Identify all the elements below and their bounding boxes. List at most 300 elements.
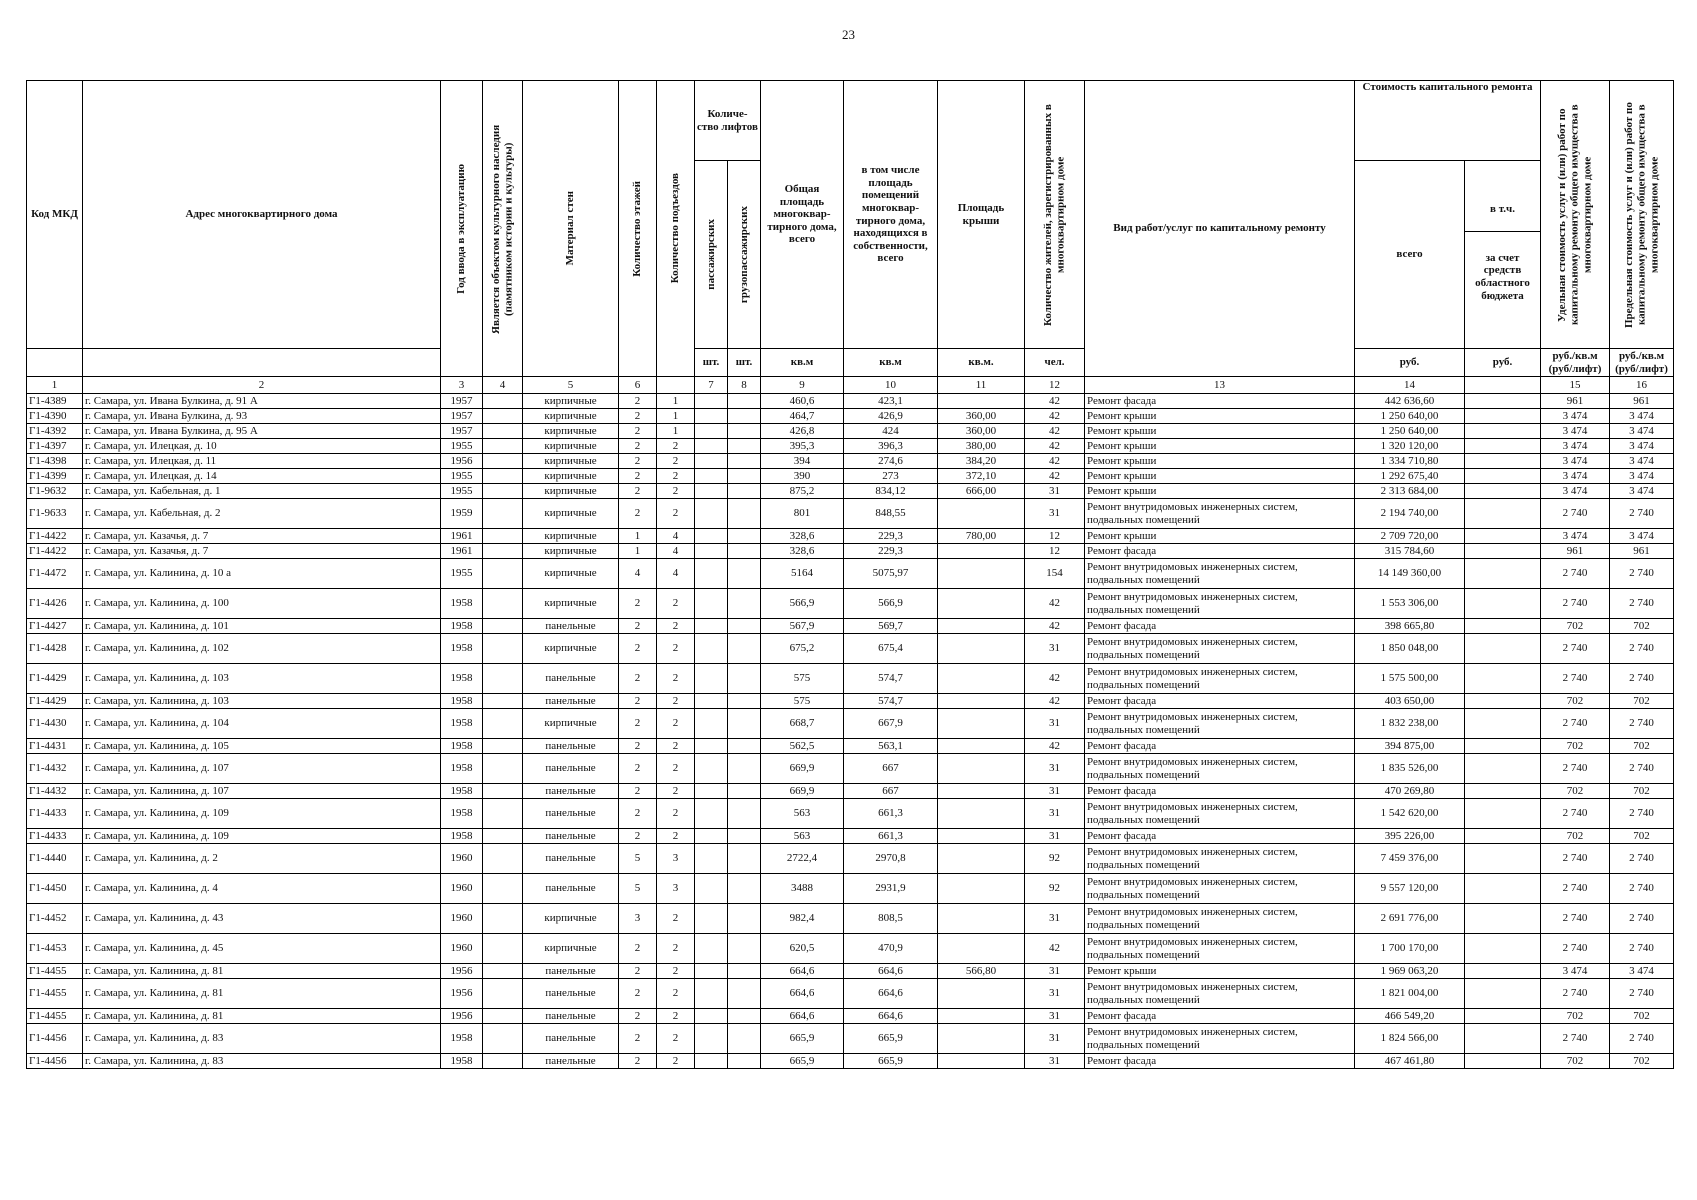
cell-residents: 31 <box>1025 979 1085 1009</box>
cell-roof-area <box>938 979 1025 1009</box>
cell-entrances: 2 <box>657 469 695 484</box>
cell-roof-area <box>938 829 1025 844</box>
cell-residents: 42 <box>1025 424 1085 439</box>
cell-lifts-pass <box>695 394 728 409</box>
cell-limit-cost: 702 <box>1610 829 1674 844</box>
cell-area-total: 668,7 <box>761 709 844 739</box>
cell-unit-cost: 3 474 <box>1541 439 1610 454</box>
cell-lifts-cargo <box>728 394 761 409</box>
cell-area-total: 394 <box>761 454 844 469</box>
cell-area-owned: 848,55 <box>844 499 938 529</box>
cell-wall: панельные <box>523 664 619 694</box>
cell-roof-area <box>938 634 1025 664</box>
cell-lifts-pass <box>695 634 728 664</box>
cell-area-total: 464,7 <box>761 409 844 424</box>
cell-lifts-pass <box>695 454 728 469</box>
cell-wall: панельные <box>523 799 619 829</box>
cell-limit-cost: 961 <box>1610 544 1674 559</box>
cell-cost-total: 470 269,80 <box>1355 784 1465 799</box>
header-address: Адрес многоквартирного дома <box>83 81 441 349</box>
cell-work-type: Ремонт фасада <box>1085 544 1355 559</box>
cell-cost-regional <box>1465 499 1541 529</box>
cell-roof-area: 372,10 <box>938 469 1025 484</box>
cell-floors: 4 <box>619 559 657 589</box>
cell-code: Г1-4429 <box>27 664 83 694</box>
cell-entrances: 2 <box>657 439 695 454</box>
cell-roof-area <box>938 739 1025 754</box>
cell-unit-cost: 2 740 <box>1541 844 1610 874</box>
cell-cultural <box>483 664 523 694</box>
cell-lifts-pass <box>695 559 728 589</box>
cell-area-owned: 5075,97 <box>844 559 938 589</box>
cell-lifts-pass <box>695 589 728 619</box>
cell-cost-regional <box>1465 874 1541 904</box>
cell-lifts-cargo <box>728 979 761 1009</box>
table-row <box>27 544 1674 559</box>
cell-lifts-cargo <box>728 439 761 454</box>
header-cost-incl-block <box>1465 161 1541 349</box>
cell-code: Г1-9633 <box>27 499 83 529</box>
column-number: 3 <box>441 377 483 394</box>
cell-lifts-cargo <box>728 799 761 829</box>
cell-limit-cost: 3 474 <box>1610 439 1674 454</box>
cell-wall: кирпичные <box>523 469 619 484</box>
cell-residents: 42 <box>1025 664 1085 694</box>
cell-work-type: Ремонт фасада <box>1085 784 1355 799</box>
cell-lifts-cargo <box>728 544 761 559</box>
cell-code: Г1-4429 <box>27 694 83 709</box>
cell-area-total: 620,5 <box>761 934 844 964</box>
cell-year: 1955 <box>441 469 483 484</box>
cell-cultural <box>483 964 523 979</box>
cell-limit-cost: 3 474 <box>1610 964 1674 979</box>
cell-cost-total: 1 575 500,00 <box>1355 664 1465 694</box>
cell-lifts-cargo <box>728 619 761 634</box>
cell-year: 1960 <box>441 904 483 934</box>
cell-lifts-cargo <box>728 634 761 664</box>
cell-entrances: 4 <box>657 559 695 589</box>
cell-lifts-pass <box>695 784 728 799</box>
cell-unit-cost: 3 474 <box>1541 484 1610 499</box>
cell-roof-area <box>938 664 1025 694</box>
cell-limit-cost: 702 <box>1610 739 1674 754</box>
cell-lifts-pass <box>695 409 728 424</box>
cell-address: г. Самара, ул. Ивана Булкина, д. 93 <box>83 409 441 424</box>
cell-year: 1957 <box>441 394 483 409</box>
cell-area-owned: 563,1 <box>844 739 938 754</box>
cell-address: г. Самара, ул. Калинина, д. 103 <box>83 664 441 694</box>
cell-area-total: 563 <box>761 829 844 844</box>
cell-wall: панельные <box>523 1009 619 1024</box>
cell-area-total: 562,5 <box>761 739 844 754</box>
cell-cost-regional <box>1465 754 1541 784</box>
cell-cost-regional <box>1465 529 1541 544</box>
column-number: 4 <box>483 377 523 394</box>
cell-entrances: 1 <box>657 424 695 439</box>
cell-cost-regional <box>1465 394 1541 409</box>
cell-code: Г1-4426 <box>27 589 83 619</box>
cell-entrances: 1 <box>657 409 695 424</box>
cell-cost-regional <box>1465 979 1541 1009</box>
cell-address: г. Самара, ул. Калинина, д. 102 <box>83 634 441 664</box>
cell-roof-area <box>938 694 1025 709</box>
cell-residents: 31 <box>1025 709 1085 739</box>
cell-residents: 31 <box>1025 1054 1085 1069</box>
cell-work-type: Ремонт крыши <box>1085 529 1355 544</box>
cell-address: г. Самара, ул. Калинина, д. 45 <box>83 934 441 964</box>
cell-cultural <box>483 934 523 964</box>
cell-year: 1961 <box>441 529 483 544</box>
cell-year: 1960 <box>441 874 483 904</box>
cell-cost-total: 1 969 063,20 <box>1355 964 1465 979</box>
cell-residents: 31 <box>1025 499 1085 529</box>
cell-code: Г1-4431 <box>27 739 83 754</box>
cell-cost-total: 442 636,60 <box>1355 394 1465 409</box>
cell-address: г. Самара, ул. Калинина, д. 83 <box>83 1024 441 1054</box>
cell-work-type: Ремонт фасада <box>1085 394 1355 409</box>
cell-floors: 2 <box>619 694 657 709</box>
cell-limit-cost: 3 474 <box>1610 454 1674 469</box>
cell-unit-cost: 2 740 <box>1541 934 1610 964</box>
cell-cultural <box>483 904 523 934</box>
cell-floors: 2 <box>619 739 657 754</box>
cell-year: 1958 <box>441 634 483 664</box>
cell-address: г. Самара, ул. Кабельная, д. 1 <box>83 484 441 499</box>
header-year <box>441 81 483 377</box>
table-row <box>27 934 1674 964</box>
cell-area-owned: 2970,8 <box>844 844 938 874</box>
cell-floors: 2 <box>619 1024 657 1054</box>
cell-year: 1955 <box>441 559 483 589</box>
header-cost: Стоимость капитального ремонта <box>1355 81 1541 161</box>
cell-area-owned: 664,6 <box>844 964 938 979</box>
cell-floors: 2 <box>619 799 657 829</box>
column-number: 10 <box>844 377 938 394</box>
header-work-type: Вид работ/услуг по капитальному ремонту <box>1085 81 1355 377</box>
cell-floors: 2 <box>619 934 657 964</box>
cell-entrances: 2 <box>657 784 695 799</box>
header-area-owned: в том числе площадь помещений многоквар-тирного дома, находящихся в собственности, всего <box>844 81 938 349</box>
cell-code: Г1-4433 <box>27 829 83 844</box>
cell-year: 1958 <box>441 589 483 619</box>
cell-residents: 31 <box>1025 964 1085 979</box>
cell-area-total: 665,9 <box>761 1054 844 1069</box>
cell-floors: 5 <box>619 844 657 874</box>
cell-work-type: Ремонт фасада <box>1085 1054 1355 1069</box>
table-row <box>27 1009 1674 1024</box>
cell-wall: кирпичные <box>523 424 619 439</box>
cell-address: г. Самара, ул. Калинина, д. 10 а <box>83 559 441 589</box>
cell-cost-total: 1 824 566,00 <box>1355 1024 1465 1054</box>
cell-code: Г1-4452 <box>27 904 83 934</box>
cell-lifts-cargo <box>728 904 761 934</box>
cell-unit-cost: 702 <box>1541 1054 1610 1069</box>
cell-wall: кирпичные <box>523 904 619 934</box>
cell-area-total: 460,6 <box>761 394 844 409</box>
cell-entrances: 2 <box>657 484 695 499</box>
cell-cost-regional <box>1465 844 1541 874</box>
cell-address: г. Самара, ул. Калинина, д. 101 <box>83 619 441 634</box>
cell-cost-total: 1 250 640,00 <box>1355 409 1465 424</box>
cell-limit-cost: 2 740 <box>1610 664 1674 694</box>
unit-roof-area: кв.м. <box>938 349 1025 377</box>
cell-cost-total: 1 292 675,40 <box>1355 469 1465 484</box>
cell-area-total: 664,6 <box>761 979 844 1009</box>
cell-address: г. Самара, ул. Илецкая, д. 10 <box>83 439 441 454</box>
cell-residents: 31 <box>1025 904 1085 934</box>
cell-limit-cost: 702 <box>1610 1054 1674 1069</box>
cell-cost-total: 14 149 360,00 <box>1355 559 1465 589</box>
cell-limit-cost: 2 740 <box>1610 709 1674 739</box>
cell-lifts-cargo <box>728 739 761 754</box>
cell-roof-area <box>938 784 1025 799</box>
cell-roof-area: 666,00 <box>938 484 1025 499</box>
cell-cost-total: 1 850 048,00 <box>1355 634 1465 664</box>
cell-area-owned: 808,5 <box>844 904 938 934</box>
cell-code: Г1-4392 <box>27 424 83 439</box>
cell-area-owned: 664,6 <box>844 1009 938 1024</box>
cell-floors: 2 <box>619 784 657 799</box>
cell-unit-cost: 3 474 <box>1541 469 1610 484</box>
cell-cost-total: 398 665,80 <box>1355 619 1465 634</box>
header-lifts-cargo <box>728 161 761 349</box>
cell-entrances: 2 <box>657 739 695 754</box>
cell-year: 1956 <box>441 1009 483 1024</box>
unit-cell-address <box>83 349 441 377</box>
cell-area-owned: 661,3 <box>844 799 938 829</box>
cell-cost-regional <box>1465 469 1541 484</box>
cell-roof-area <box>938 709 1025 739</box>
cell-area-total: 395,3 <box>761 439 844 454</box>
cell-year: 1958 <box>441 754 483 784</box>
cell-cost-regional <box>1465 439 1541 454</box>
cell-unit-cost: 2 740 <box>1541 1024 1610 1054</box>
cell-cultural <box>483 469 523 484</box>
cell-entrances: 3 <box>657 844 695 874</box>
cell-code: Г1-4422 <box>27 529 83 544</box>
table-row <box>27 844 1674 874</box>
column-number: 1 <box>27 377 83 394</box>
cell-code: Г1-4390 <box>27 409 83 424</box>
cell-entrances: 2 <box>657 1054 695 1069</box>
cell-year: 1960 <box>441 844 483 874</box>
header-limit-cost-text: Предельная стоимость услуг и (или) работ по капитальному ремонту общего имущества в многоквартирном доме <box>1622 101 1660 328</box>
cell-floors: 2 <box>619 709 657 739</box>
cell-address: г. Самара, ул. Калинина, д. 105 <box>83 739 441 754</box>
cell-work-type: Ремонт внутридомовых инженерных систем, подвальных помещений <box>1085 874 1355 904</box>
cell-lifts-cargo <box>728 664 761 694</box>
table-row <box>27 979 1674 1009</box>
cell-floors: 2 <box>619 979 657 1009</box>
cell-wall: панельные <box>523 619 619 634</box>
cell-residents: 92 <box>1025 844 1085 874</box>
column-number: 2 <box>83 377 441 394</box>
header-wall <box>523 81 619 377</box>
cell-cultural <box>483 1054 523 1069</box>
cell-cost-regional <box>1465 424 1541 439</box>
cell-cultural <box>483 979 523 1009</box>
cell-lifts-pass <box>695 799 728 829</box>
cell-unit-cost: 702 <box>1541 784 1610 799</box>
cell-address: г. Самара, ул. Калинина, д. 109 <box>83 829 441 844</box>
cell-area-owned: 574,7 <box>844 694 938 709</box>
cell-code: Г1-4432 <box>27 754 83 784</box>
cell-work-type: Ремонт внутридомовых инженерных систем, подвальных помещений <box>1085 904 1355 934</box>
cell-floors: 2 <box>619 664 657 694</box>
cell-lifts-pass <box>695 619 728 634</box>
cell-residents: 31 <box>1025 634 1085 664</box>
unit-residents: чел. <box>1025 349 1085 377</box>
cell-cost-total: 467 461,80 <box>1355 1054 1465 1069</box>
cell-residents: 12 <box>1025 544 1085 559</box>
cell-lifts-pass <box>695 664 728 694</box>
cell-roof-area <box>938 1024 1025 1054</box>
cell-address: г. Самара, ул. Калинина, д. 43 <box>83 904 441 934</box>
cell-entrances: 2 <box>657 664 695 694</box>
table-row <box>27 754 1674 784</box>
cell-wall: кирпичные <box>523 454 619 469</box>
cell-address: г. Самара, ул. Калинина, д. 81 <box>83 964 441 979</box>
cell-cultural <box>483 799 523 829</box>
cell-code: Г1-4453 <box>27 934 83 964</box>
table-row <box>27 529 1674 544</box>
cell-wall: кирпичные <box>523 499 619 529</box>
column-number: 5 <box>523 377 619 394</box>
cell-area-total: 5164 <box>761 559 844 589</box>
header-limit-cost <box>1610 81 1674 349</box>
table-row <box>27 904 1674 934</box>
cell-lifts-cargo <box>728 829 761 844</box>
unit-lifts-pass: шт. <box>695 349 728 377</box>
table-row <box>27 484 1674 499</box>
cell-lifts-pass <box>695 874 728 904</box>
cell-roof-area <box>938 1009 1025 1024</box>
table-row <box>27 469 1674 484</box>
cell-wall: панельные <box>523 694 619 709</box>
cell-lifts-cargo <box>728 694 761 709</box>
header-entrances <box>657 81 695 377</box>
cell-cost-total: 1 334 710,80 <box>1355 454 1465 469</box>
cell-area-owned: 470,9 <box>844 934 938 964</box>
cell-roof-area: 384,20 <box>938 454 1025 469</box>
cell-lifts-pass <box>695 829 728 844</box>
cell-year: 1958 <box>441 1054 483 1069</box>
cell-limit-cost: 702 <box>1610 1009 1674 1024</box>
cell-area-owned: 569,7 <box>844 619 938 634</box>
cell-work-type: Ремонт внутридомовых инженерных систем, подвальных помещений <box>1085 499 1355 529</box>
cell-cost-total: 395 226,00 <box>1355 829 1465 844</box>
cell-work-type: Ремонт фасада <box>1085 619 1355 634</box>
cell-unit-cost: 3 474 <box>1541 424 1610 439</box>
cell-lifts-cargo <box>728 1024 761 1054</box>
unit-lifts-cargo: шт. <box>728 349 761 377</box>
cell-address: г. Самара, ул. Калинина, д. 104 <box>83 709 441 739</box>
cell-entrances: 2 <box>657 964 695 979</box>
cell-limit-cost: 2 740 <box>1610 589 1674 619</box>
table-row <box>27 634 1674 664</box>
cell-unit-cost: 2 740 <box>1541 559 1610 589</box>
cell-unit-cost: 2 740 <box>1541 754 1610 784</box>
cell-cost-regional <box>1465 739 1541 754</box>
table-row <box>27 709 1674 739</box>
table-row <box>27 424 1674 439</box>
cell-area-owned: 229,3 <box>844 529 938 544</box>
table-row <box>27 739 1674 754</box>
cell-cost-total: 2 194 740,00 <box>1355 499 1465 529</box>
cell-wall: кирпичные <box>523 544 619 559</box>
cell-code: Г1-4422 <box>27 544 83 559</box>
cell-year: 1955 <box>441 484 483 499</box>
cell-unit-cost: 2 740 <box>1541 904 1610 934</box>
cell-floors: 2 <box>619 829 657 844</box>
cell-floors: 2 <box>619 439 657 454</box>
cell-year: 1958 <box>441 1024 483 1054</box>
cell-wall: кирпичные <box>523 394 619 409</box>
cell-limit-cost: 2 740 <box>1610 799 1674 829</box>
cell-work-type: Ремонт крыши <box>1085 409 1355 424</box>
cell-lifts-pass <box>695 964 728 979</box>
cell-area-total: 875,2 <box>761 484 844 499</box>
cell-entrances: 2 <box>657 799 695 829</box>
column-number: 11 <box>938 377 1025 394</box>
cell-cost-regional <box>1465 619 1541 634</box>
cell-work-type: Ремонт крыши <box>1085 424 1355 439</box>
cell-cost-total: 1 320 120,00 <box>1355 439 1465 454</box>
header-unit-cost <box>1541 81 1610 349</box>
cell-cost-regional <box>1465 1009 1541 1024</box>
cell-roof-area <box>938 499 1025 529</box>
cell-cost-regional <box>1465 934 1541 964</box>
cell-roof-area <box>938 844 1025 874</box>
cell-code: Г1-4450 <box>27 874 83 904</box>
cell-lifts-cargo <box>728 559 761 589</box>
cell-cost-total: 1 700 170,00 <box>1355 934 1465 964</box>
cell-area-total: 665,9 <box>761 1024 844 1054</box>
cell-unit-cost: 2 740 <box>1541 709 1610 739</box>
cell-lifts-pass <box>695 1054 728 1069</box>
cell-residents: 31 <box>1025 784 1085 799</box>
cell-cost-total: 1 250 640,00 <box>1355 424 1465 439</box>
cell-area-owned: 675,4 <box>844 634 938 664</box>
cell-code: Г1-4456 <box>27 1024 83 1054</box>
cell-cultural <box>483 754 523 784</box>
cell-entrances: 2 <box>657 829 695 844</box>
cell-cultural <box>483 784 523 799</box>
cell-work-type: Ремонт фасада <box>1085 1009 1355 1024</box>
cell-lifts-pass <box>695 754 728 784</box>
cell-cultural <box>483 634 523 664</box>
cell-lifts-pass <box>695 739 728 754</box>
cell-lifts-cargo <box>728 754 761 784</box>
cell-wall: панельные <box>523 874 619 904</box>
cell-area-total: 563 <box>761 799 844 829</box>
cell-code: Г1-4472 <box>27 559 83 589</box>
table-row <box>27 664 1674 694</box>
cell-entrances: 3 <box>657 874 695 904</box>
cell-entrances: 1 <box>657 394 695 409</box>
cell-work-type: Ремонт крыши <box>1085 454 1355 469</box>
cell-wall: кирпичные <box>523 409 619 424</box>
cell-lifts-cargo <box>728 499 761 529</box>
cell-code: Г1-4430 <box>27 709 83 739</box>
header-cultural <box>483 81 523 377</box>
cell-lifts-cargo <box>728 469 761 484</box>
cell-entrances: 4 <box>657 529 695 544</box>
cell-area-owned: 834,12 <box>844 484 938 499</box>
cell-cost-total: 315 784,60 <box>1355 544 1465 559</box>
cell-area-total: 801 <box>761 499 844 529</box>
cell-unit-cost: 2 740 <box>1541 874 1610 904</box>
